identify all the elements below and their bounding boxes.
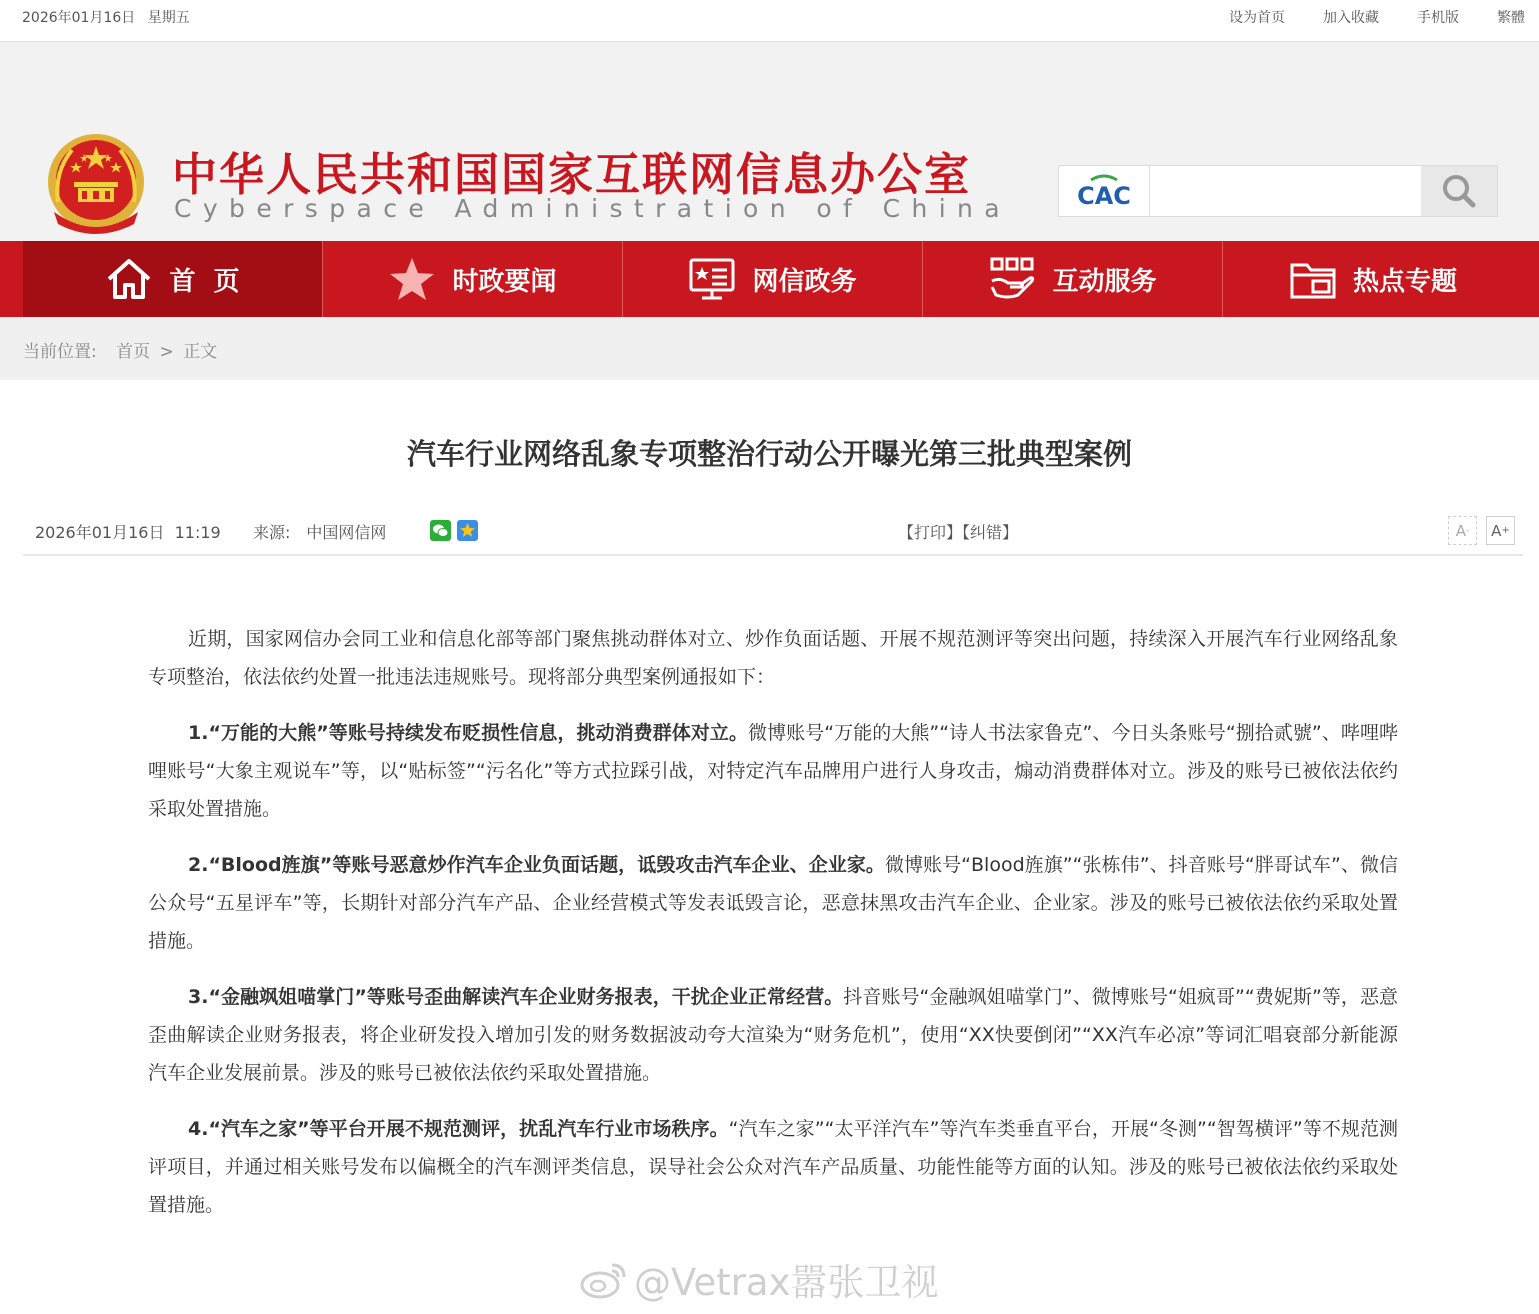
wechat-share-icon[interactable] [430,520,451,541]
site-title-en: Cyberspace Administration of China [174,194,1012,223]
breadcrumb-home-link[interactable]: 首页 [116,342,151,362]
search-icon [1439,171,1479,211]
nav-political-news[interactable] [323,241,623,317]
case-heading-3: 3.“金融飒姐喵掌门”等账号歪曲解读汽车企业财务报表，干扰企业正常经营。 [188,986,844,1008]
star-icon [388,256,436,302]
folder-icon [1289,257,1337,301]
breadcrumb-separator: > [159,342,174,362]
search-button[interactable] [1421,166,1497,216]
breadcrumb [0,317,1539,380]
article-meta [23,510,1523,556]
cac-logo-icon [1059,166,1150,216]
case-body-1: 微博账号“万能的大熊”“诗人书法家鲁克”、今日头条账号“捌拾贰號”、哔哩哔哩账号“大象主观说车”等，以“贴标签”“污名化”等方式拉踩引战，对特定汽车品牌用户进行人身攻击，煽动消费群体对立。涉及的账号已被依法依约采取处置措施。 [148,722,1398,820]
site-title-cn: 中华人民共和国国家互联网信息办公室 [172,148,972,201]
nav-home-label: 首 页 [169,266,240,297]
set-homepage-link[interactable]: 设为首页 [1229,10,1285,26]
current-date [22,7,198,27]
breadcrumb-prefix: 当前位置: [23,342,97,362]
case-paragraph-3 [148,978,1398,1092]
cac-logo-text: CAC [1077,182,1131,208]
weibo-watermark [580,1252,939,1306]
breadcrumb-current: 正文 [183,342,218,362]
correction-button[interactable]: 【纠错】 [962,523,1019,542]
add-favorite-link[interactable]: 加入收藏 [1323,10,1379,26]
nav-hot-topics-label: 热点专题 [1352,266,1457,297]
case-paragraph-2 [148,846,1398,960]
site-header [0,42,1539,241]
search-input[interactable] [1150,166,1421,216]
home-icon [105,257,153,301]
case-paragraph-4 [148,1110,1398,1224]
weekday-text: 星期五 [147,10,190,26]
nav-cyber-affairs[interactable] [623,241,923,317]
article-tools [898,520,1018,543]
article-intro: 近期，国家网信办会同工业和信息化部等部门聚焦挑动群体对立、炒作负面话题、开展不规范测评等突出问题，持续深入开展汽车行业网络乱象专项整治，依法依约处置一批违法违规账号。现将部分典型案例通报如下： [148,628,1398,688]
nav-political-news-label: 时政要闻 [452,266,557,297]
article-datetime: 2026年01月16日 11:19 [35,523,221,542]
national-emblem-icon[interactable] [44,132,148,240]
case-body-3: 抖音账号“金融飒姐喵掌门”、微博账号“姐疯哥”“费妮斯”等，恶意歪曲解读企业财务报表，将企业研发投入增加引发的财务数据波动夸大渲染为“财务危机”，使用“XX快要倒闭”“XX汽车必凉”等词汇唱衰部分新能源汽车企业发展前景。涉及的账号已被依法依约采取处置措施。 [148,986,1399,1084]
font-decrease-label: A [1455,521,1466,540]
case-body-4: “汽车之家”“太平洋汽车”等汽车类垂直平台，开展“冬测”“智驾横评”等不规范测评项目，并通过相关账号发布以偏概全的汽车测评类信息，误导社会公众对汽车产品质量、功能性能等方面的认知。涉及的账号已被依法依约采取处置措施。 [148,1118,1398,1216]
case-heading-2: 2.“Blood旌旗”等账号恶意炒作汽车企业负面话题，诋毁攻击汽车企业、企业家。 [188,854,885,876]
top-bar [0,0,1539,42]
case-heading-1: 1.“万能的大熊”等账号持续发布贬损性信息，挑动消费群体对立。 [188,722,749,744]
nav-hot-topics[interactable] [1223,241,1523,317]
source-name[interactable]: 中国网信网 [306,523,387,542]
top-links [1229,7,1525,27]
nav-interactive-service-label: 互动服务 [1052,266,1157,297]
font-decrease-button[interactable]: A - [1448,516,1477,545]
mobile-version-link[interactable]: 手机版 [1417,10,1459,26]
share-buttons [430,520,478,541]
source-label: 来源: [253,523,291,542]
weibo-icon [580,1259,628,1299]
screen-icon [688,257,736,301]
traditional-chinese-link[interactable]: 繁體 [1497,10,1525,26]
hand-icon [988,257,1036,301]
article-source [253,520,386,543]
case-body-2: 微博账号“Blood旌旗”“张栋伟”、抖音账号“胖哥试车”、微信公众号“五星评车”等，长期针对部分汽车产品、企业经营模式等发表诋毁言论，恶意抹黑攻击汽车企业、企业家。涉及的账号已被依法依约采取处置措施。 [148,854,1398,952]
search-box [1058,165,1498,217]
nav-interactive-service[interactable] [923,241,1223,317]
watermark-text: @Vetrax嚣张卫视 [634,1261,939,1304]
article-title: 汽车行业网络乱象专项整治行动公开曝光第三批典型案例 [406,437,1132,471]
case-heading-4: 4.“汽车之家”等平台开展不规范测评，扰乱汽车行业市场秩序。 [188,1118,729,1140]
article-body [148,620,1398,1242]
font-increase-label: A [1491,521,1502,540]
qzone-share-icon[interactable] [457,520,478,541]
date-text: 2026年01月16日 [22,10,136,26]
nav-cyber-affairs-label: 网信政务 [752,266,857,297]
font-increase-button[interactable]: A + [1486,516,1515,545]
font-size-controls [1448,516,1515,545]
nav-home[interactable] [23,241,323,317]
main-nav [0,241,1539,317]
case-paragraph-1 [148,714,1398,828]
print-button[interactable]: 【打印】 [898,523,963,542]
